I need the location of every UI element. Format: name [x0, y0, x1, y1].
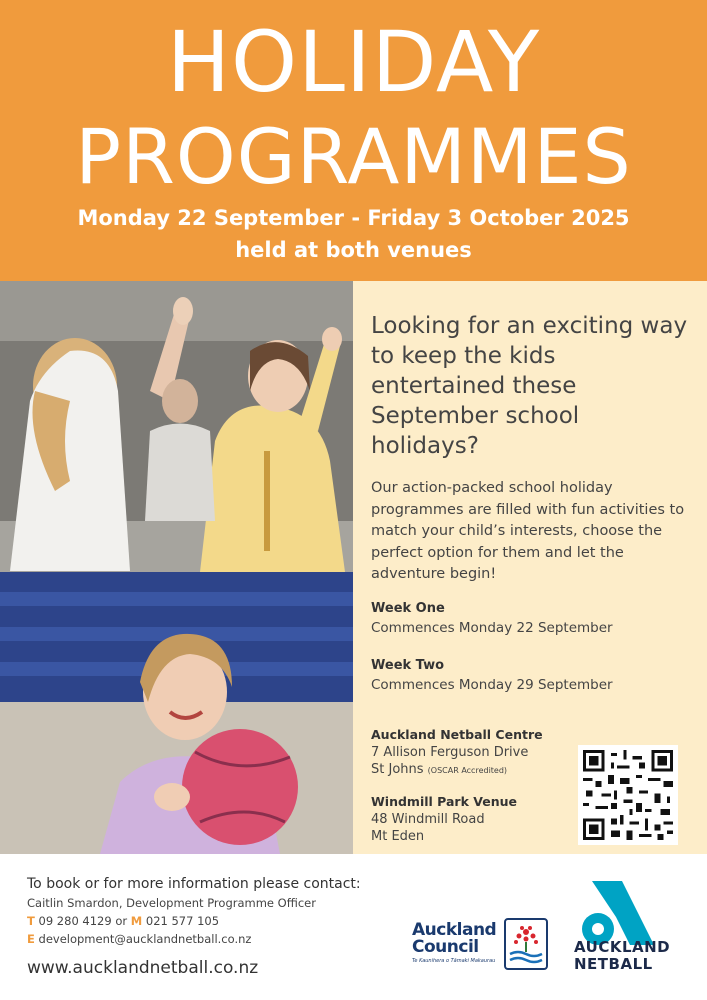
- week-two-title: Week Two: [371, 658, 445, 673]
- email-label: E: [27, 932, 35, 946]
- phone-link[interactable]: 09 280 4129: [38, 914, 112, 928]
- contact-phones: [27, 914, 219, 928]
- venue-two-address: 48 Windmill Road: [371, 812, 485, 827]
- auckland-netball-line2: NETBALL: [574, 955, 653, 973]
- week-two-text: Commences Monday 29 September: [371, 677, 613, 693]
- photo-kids-celebrating: [0, 281, 353, 572]
- auckland-council-line2: Council: [412, 937, 479, 957]
- auckland-netball-logo: [574, 881, 684, 999]
- contact-person: Caitlin Smardon, Development Programme Officer: [27, 896, 316, 910]
- venue-one-suburb: [371, 761, 507, 779]
- tagline: Looking for an exciting way to keep the kids entertained these September school holidays?: [371, 313, 688, 459]
- mobile-link[interactable]: 021 577 105: [145, 914, 220, 928]
- week-one-text: Commences Monday 22 September: [371, 620, 613, 636]
- venue-one-name: Auckland Netball Centre: [371, 727, 543, 742]
- qr-code[interactable]: [578, 745, 678, 845]
- auckland-council-line1: Auckland: [412, 920, 497, 940]
- intro-paragraph: Our action-packed school holiday programmes are filled with fun activities to match your child’s interests, choose the perfect option for them and let the adventure begin!: [371, 480, 685, 582]
- title-programmes: PROGRAMMES: [75, 112, 632, 201]
- email-link[interactable]: development@aucklandnetball.co.nz: [38, 932, 252, 946]
- mobile-label: M: [130, 914, 143, 928]
- programme-dates: Monday 22 September - Friday 3 October 2025: [77, 206, 630, 230]
- auckland-council-subtitle: Te Kaunihera o Tāmaki Makaurau: [412, 958, 496, 964]
- auckland-netball-wordmark: [574, 939, 670, 973]
- pohutukawa-crest-icon: [504, 918, 548, 970]
- photo-girl-with-ball: [0, 572, 353, 854]
- venues-note: held at both venues: [235, 238, 472, 262]
- qr-code-icon: [583, 750, 673, 840]
- contact-heading: To book or for more information please contact:: [27, 876, 361, 892]
- phone-label: T: [27, 914, 35, 928]
- footer: [0, 854, 707, 1000]
- venue-two-name: Windmill Park Venue: [371, 794, 517, 809]
- header-banner: [0, 0, 707, 281]
- auckland-netball-line1: AUCKLAND: [574, 938, 671, 956]
- venue-one-address: 7 Allison Ferguson Drive: [371, 745, 529, 760]
- contact-email: [27, 932, 251, 946]
- week-one-title: Week One: [371, 601, 445, 616]
- oscar-accredited-note: (OSCAR Accredited): [427, 766, 508, 775]
- venue-two-suburb: Mt Eden: [371, 829, 425, 844]
- auckland-council-wordmark: [412, 922, 496, 956]
- info-panel: [353, 281, 707, 854]
- netball-a-mark-icon: [574, 881, 654, 945]
- auckland-council-logo: [412, 916, 552, 978]
- title-holiday: HOLIDAY: [166, 13, 541, 111]
- website-link[interactable]: www.aucklandnetball.co.nz: [27, 958, 259, 978]
- venue-one-suburb-text: St Johns: [371, 762, 424, 777]
- or-text: or: [115, 914, 128, 928]
